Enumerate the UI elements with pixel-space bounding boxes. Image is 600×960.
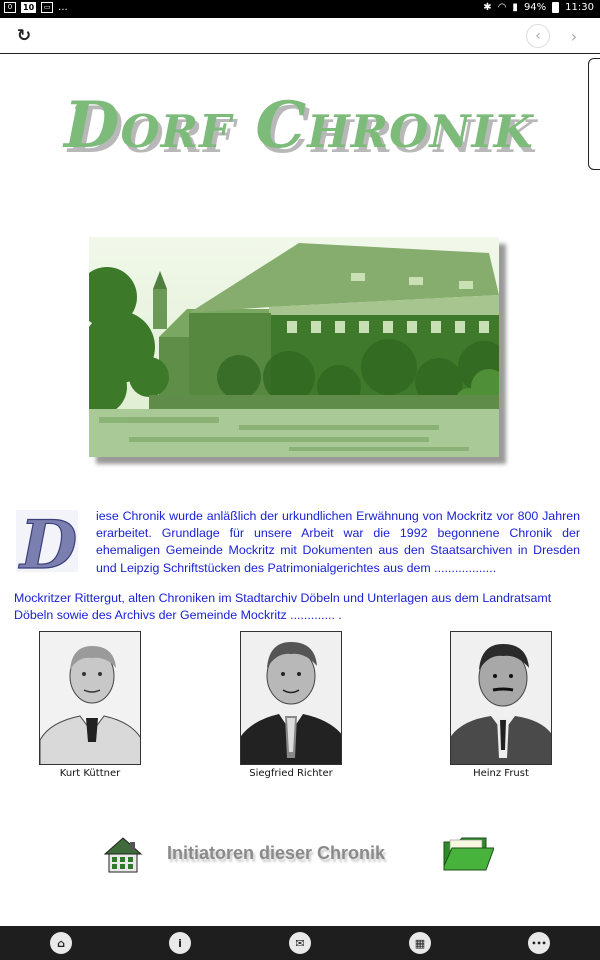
page-title-logo bbox=[64, 88, 544, 168]
calendar-icon[interactable]: ▦ bbox=[409, 932, 431, 954]
notification-badge-icon: 10 bbox=[23, 3, 35, 12]
portrait-name-heinz-frust: Heinz Frust bbox=[473, 768, 529, 779]
info-icon[interactable]: i bbox=[169, 932, 191, 954]
manor-house-photo bbox=[89, 237, 499, 457]
browser-toolbar bbox=[0, 18, 600, 54]
intro-paragraph: iese Chronik wurde anläßlich der urkundlichen Erwähnung von Mockritz vor 800 Jahren erarbeitet. Grundlage für unsere Arbeit war die 1992 begonnene Chronik der ehemaligen Gemeinde Mockritz mit Dokumenten aus den Staatsarchiven in Dresden und Leipzig Schriftstücken des Patrimonialgerichtes aus dem .................. bbox=[96, 509, 580, 575]
side-drawer-handle[interactable] bbox=[588, 58, 600, 170]
page-title: Dorf Chronik bbox=[64, 88, 534, 163]
portrait-name-siegfried-richter: Siegfried Richter bbox=[249, 768, 333, 779]
portrait-siegfried-richter bbox=[240, 631, 342, 765]
image-notification-icon: ▭ bbox=[41, 2, 53, 13]
signal-icon: ▮ bbox=[512, 2, 518, 13]
clock: 11:30 bbox=[565, 2, 594, 13]
dropcap-letter: D bbox=[20, 508, 78, 576]
overflow-dots: ... bbox=[58, 2, 68, 13]
house-icon[interactable] bbox=[103, 836, 143, 874]
bluetooth-icon: ✱ bbox=[483, 2, 492, 13]
kb-speed-icon: 0 bbox=[4, 2, 16, 13]
status-bar-left bbox=[4, 2, 68, 13]
manor-house-illustration bbox=[89, 237, 499, 457]
portrait-kurt-kuettner bbox=[39, 631, 141, 765]
initiators-link[interactable]: Initiatoren dieser Chronik bbox=[167, 843, 386, 863]
home-icon[interactable]: ⌂ bbox=[50, 932, 72, 954]
intro-paragraph-continued: Mockritzer Rittergut, alten Chroniken im Stadtarchiv Döbeln und Unterlagen aus dem Landratsamt Döbeln sowie des Archivs der Gemeinde Mockritz ............. . bbox=[14, 591, 552, 623]
bottom-navigation-bar bbox=[0, 926, 600, 960]
back-arrow-icon[interactable]: ‹ bbox=[526, 24, 550, 48]
portrait-name-kurt-kuettner: Kurt Küttner bbox=[59, 768, 121, 779]
status-bar-right bbox=[483, 2, 594, 13]
more-icon[interactable]: ••• bbox=[528, 932, 550, 954]
folder-icon[interactable] bbox=[442, 836, 494, 872]
wifi-icon: ◠ bbox=[497, 2, 507, 13]
portrait-heinz-frust bbox=[450, 631, 552, 765]
forward-arrow-icon[interactable]: › bbox=[570, 26, 578, 46]
status-bar bbox=[0, 0, 600, 18]
mail-icon[interactable]: ✉ bbox=[289, 932, 311, 954]
reload-icon[interactable]: ↻ bbox=[16, 26, 32, 46]
battery-percent: 94% bbox=[523, 2, 547, 13]
battery-icon bbox=[552, 2, 559, 13]
dropcap-letter-image bbox=[14, 508, 86, 576]
